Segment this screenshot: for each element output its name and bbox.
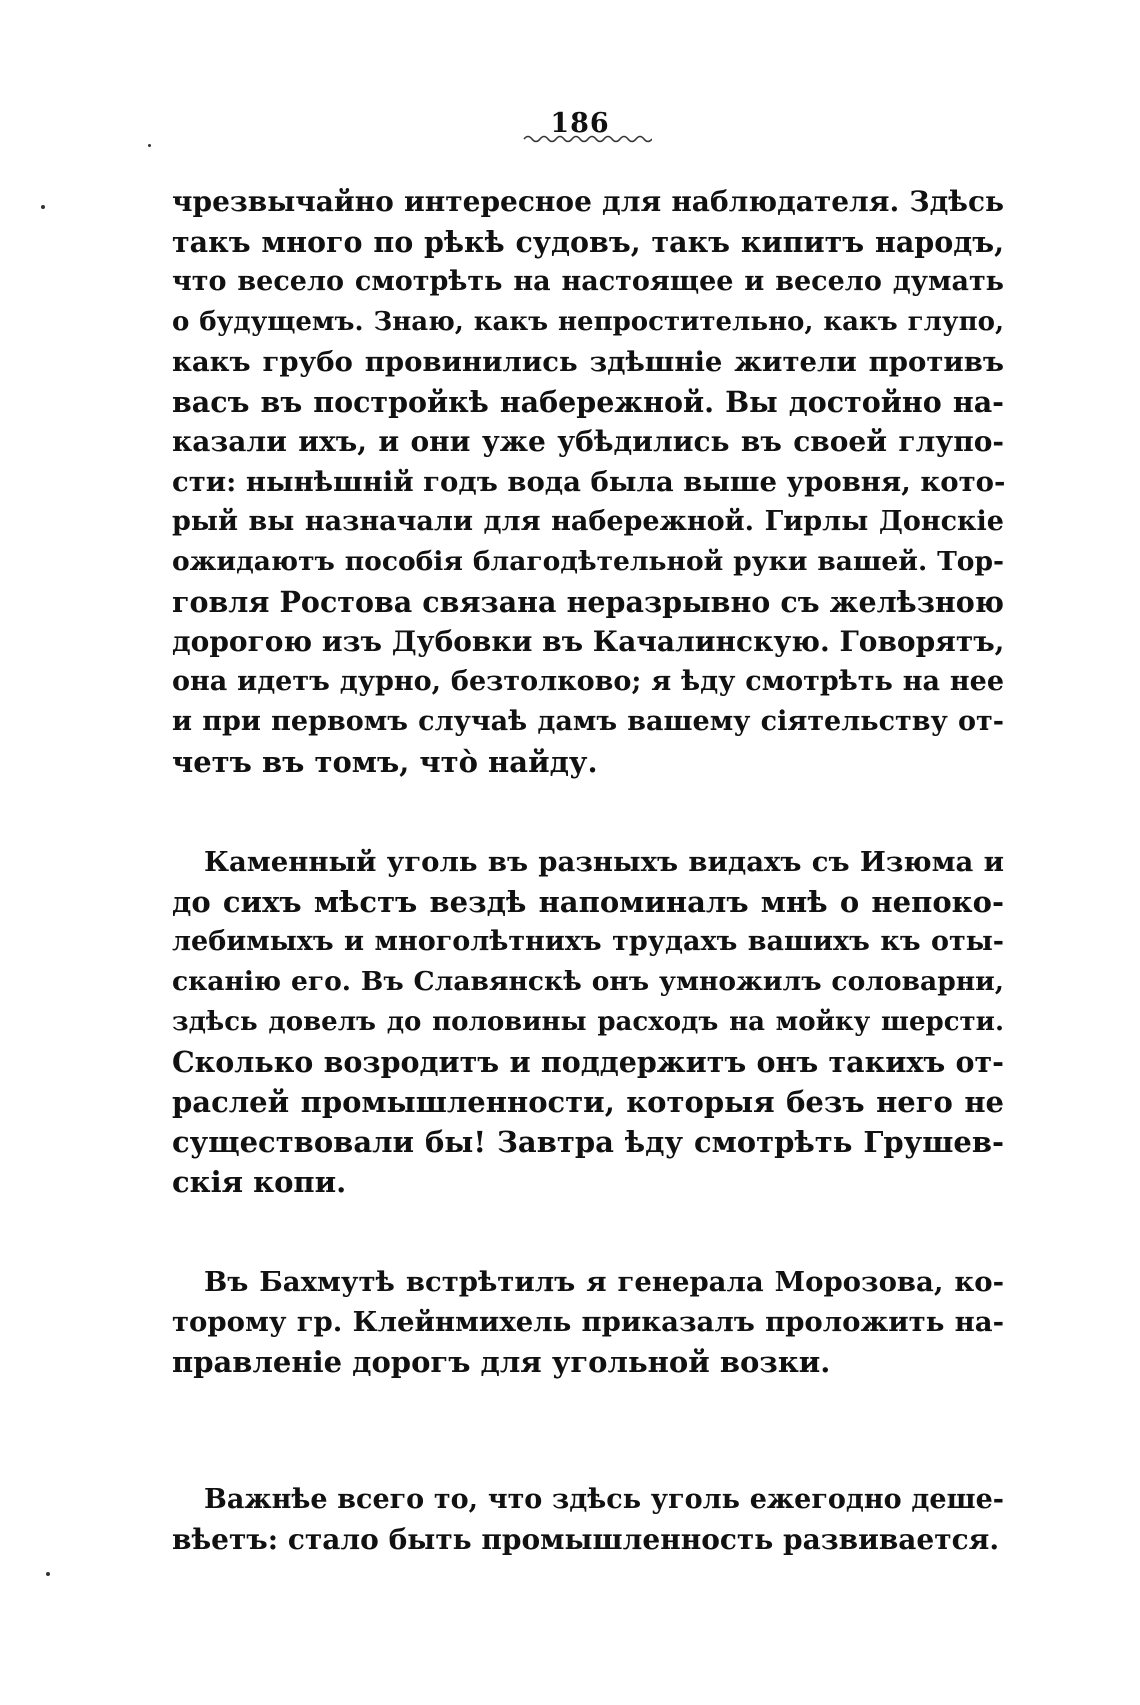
- text-line: казали ихъ, и они уже убѣдились въ своей глупо-: [172, 425, 1004, 458]
- text-line: Каменный уголь въ разныхъ видахъ съ Изюма и: [204, 846, 1004, 878]
- text-line: вѣетъ: стало быть промышленность развивается.: [172, 1523, 1000, 1556]
- paragraph: [172, 1480, 1004, 1560]
- text-line: раслей промышленности, которыя безъ него не: [172, 1085, 1004, 1119]
- ink-speck: [46, 1572, 50, 1576]
- ink-speck: [148, 144, 151, 147]
- text-line: и при первомъ случаѣ дамъ вашему сіятельству от-: [172, 706, 1004, 737]
- text-line: сти: нынѣшній годъ вода была выше уровня, кото-: [172, 466, 1006, 498]
- text-line: Важнѣе всего то, что здѣсь уголь ежегодно деше-: [204, 1484, 1004, 1515]
- text-line: четъ въ томъ, что̀ найду.: [172, 745, 598, 779]
- text-line: ожидаютъ пособія благодѣтельной руки вашей. Тор-: [172, 546, 1004, 577]
- text-line: она идетъ дурно, безтолково; я ѣду смотрѣть на нее: [172, 666, 1004, 697]
- text-line: говля Ростова связана неразрывно съ желѣзною: [172, 585, 1004, 619]
- text-line: Сколько возродитъ и поддержитъ онъ такихъ от-: [172, 1045, 1004, 1079]
- text-line: скія копи.: [172, 1165, 347, 1199]
- text-line: о будущемъ. Знаю, какъ непростительно, какъ глупо,: [172, 307, 1004, 337]
- text-line: такъ много по рѣкѣ судовъ, такъ кипитъ народъ,: [172, 225, 1004, 259]
- text-line: сканію его. Въ Славянскѣ онъ умножилъ соловарни,: [172, 966, 1004, 997]
- text-line: торому гр. Клейнмихель приказалъ проложить на-: [172, 1306, 1004, 1338]
- text-line: здѣсь довелъ до половины расходъ на мойку шерсти.: [172, 1007, 1004, 1037]
- text-line: чрезвычайно интересное для наблюдателя. Здѣсь: [172, 185, 1004, 218]
- paragraph: [172, 182, 1004, 782]
- ink-speck: [41, 205, 45, 209]
- text-line: какъ грубо провинились здѣшніе жители противъ: [172, 346, 1004, 378]
- paragraph: [172, 1262, 1004, 1382]
- ornament-rule: [522, 132, 652, 146]
- text-line: дорогою изъ Дубовки въ Качалинскую. Говорятъ,: [172, 625, 1005, 658]
- text-line: правленіе дорогъ для угольной возки.: [172, 1345, 831, 1379]
- text-line: что весело смотрѣть на настоящее и весело думать: [172, 266, 1004, 297]
- text-line: Въ Бахмутѣ встрѣтилъ я генерала Морозова, ко-: [204, 1266, 1004, 1298]
- paragraph: [172, 842, 1004, 1202]
- text-line: васъ въ постройкѣ набережной. Вы достойно на-: [172, 385, 1004, 419]
- text-line: рый вы назначали для набережной. Гирлы Донскіе: [172, 506, 1004, 537]
- text-line: существовали бы! Завтра ѣду смотрѣть Грушев-: [172, 1125, 1004, 1159]
- text-line: лебимыхъ и многолѣтнихъ трудахъ вашихъ къ оты-: [172, 926, 1004, 957]
- page-number: 186: [550, 108, 610, 139]
- text-line: до сихъ мѣстъ вездѣ напоминалъ мнѣ о непоко-: [172, 885, 1004, 919]
